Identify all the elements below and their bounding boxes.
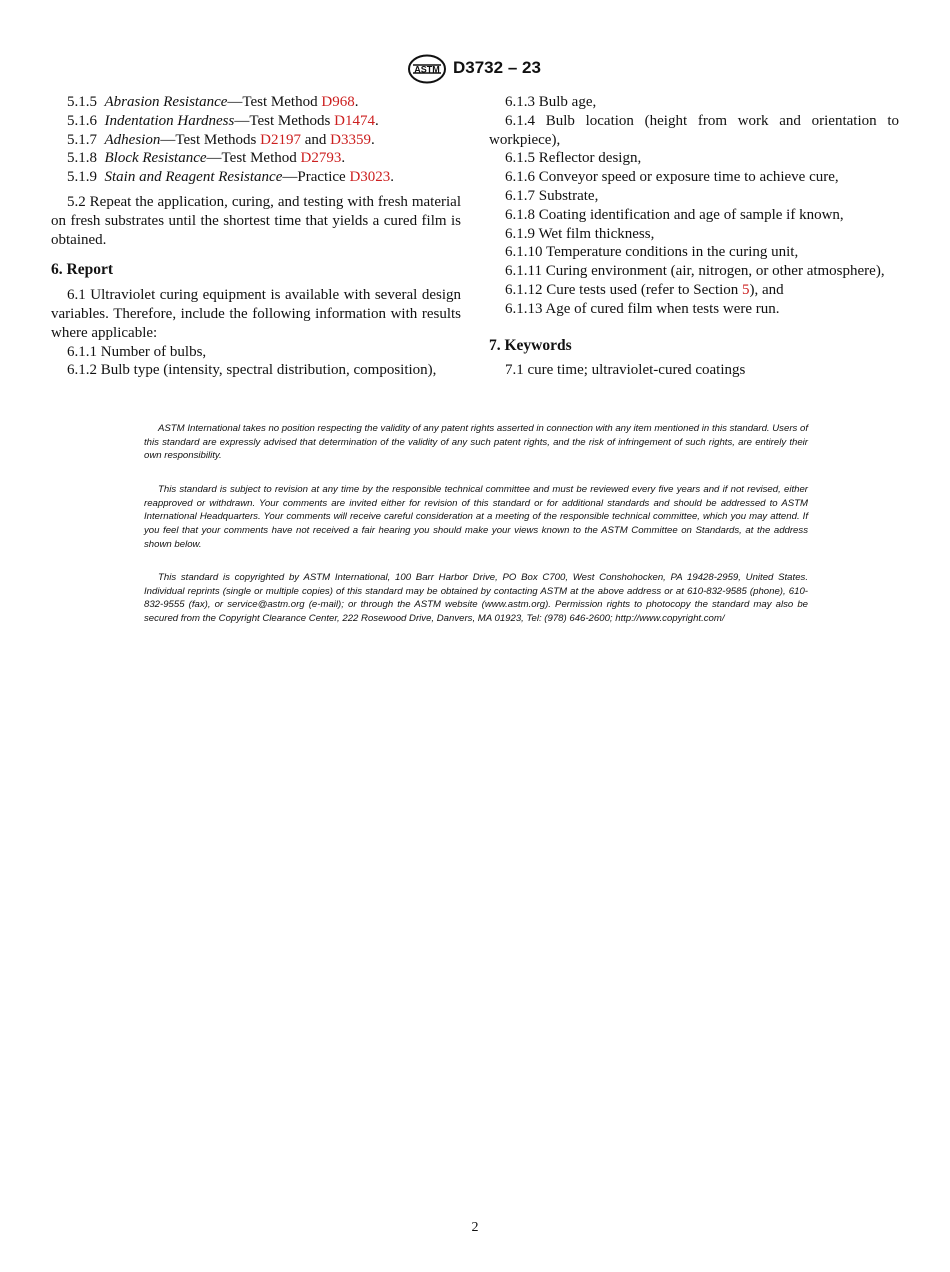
clause-text: . (354, 94, 359, 110)
clause-number: 5.1.7 (67, 131, 97, 148)
clause-item (51, 131, 461, 150)
svg-text:ASTM: ASTM (414, 64, 440, 75)
clause-text: . (370, 131, 375, 148)
clause-item: 6.1.4 Bulb location (height from work and orientation to workpiece), (489, 112, 899, 148)
clause-6-1-13: 6.1.13 Age of cured film when tests were run. (505, 300, 780, 317)
page-header (0, 54, 950, 84)
clause-6-1-list (489, 93, 899, 281)
clause-6-1-12-text: 6.1.12 Cure tests used (refer to Section (505, 281, 743, 298)
clause-5-2: 5.2 Repeat the application, curing, and testing with fresh material on fresh substrates until the shortest time that yields a cured film is obtained. (51, 193, 461, 248)
standard-link[interactable]: D3359 (330, 131, 371, 148)
standard-link[interactable]: D1474 (334, 112, 375, 129)
clause-text: —Practice (282, 169, 350, 186)
clause-title: Stain and Reagent Resistance (104, 169, 283, 186)
standard-link[interactable]: D2793 (300, 150, 342, 167)
patent-notice: ASTM International takes no position respecting the validity of any patent rights asserted in connection with any item mentioned in this standard. Users of this standard are expressly advised that determination of the validity of any such patent rights, and the risk of infringement of such rights, are entirely their own responsibility. (144, 423, 808, 462)
document-designation: D3732 – 23 (453, 58, 541, 77)
clause-item (51, 93, 461, 112)
clause-number: 5.1.6 (67, 112, 97, 129)
standard-link[interactable]: D2197 (260, 131, 301, 148)
clause-text: . (341, 150, 346, 167)
clause-item: 6.1.5 Reflector design, (505, 150, 642, 167)
clause-7-1: 7.1 cure time; ultraviolet-cured coatings (505, 362, 746, 379)
clause-text: —Test Methods (234, 112, 335, 129)
clause-number: 5.1.9 (67, 169, 97, 186)
clause-6-1-2: 6.1.2 Bulb type (intensity, spectral distribution, composition), (67, 362, 437, 379)
section-5-link[interactable]: 5 (742, 281, 750, 298)
clause-number: 5.1.8 (67, 150, 97, 167)
clause-text: . (374, 112, 379, 129)
section-7-heading: 7. Keywords (489, 336, 572, 354)
left-column (51, 93, 461, 380)
section-6-heading: 6. Report (51, 261, 113, 279)
clause-text: . (390, 169, 395, 186)
clause-item: 6.1.10 Temperature conditions in the curing unit, (505, 244, 799, 261)
clause-item: 6.1.8 Coating identification and age of sample if known, (505, 206, 844, 223)
clause-number: 5.1.5 (67, 94, 97, 110)
clause-title: Indentation Hardness (104, 112, 235, 129)
revision-notice: This standard is subject to revision at any time by the responsible technical committee and must be reviewed every five years and if not revised, either reapproved or withdrawn. Your comments are invited either for revision of this standard or for additional standards and should be addressed to ASTM International Headquarters. Your comments will receive careful consideration at a meeting of the responsible technical committee, which you may attend. If you feel that your comments have not received a fair hearing you should make your views known to the ASTM Committee on Standards, at the address shown below. (144, 484, 808, 550)
clause-title: Adhesion (104, 131, 161, 148)
standard-link[interactable]: D968 (321, 94, 355, 110)
clause-item: 6.1.7 Substrate, (505, 187, 599, 204)
clause-6-1-1: 6.1.1 Number of bulbs, (67, 343, 207, 360)
clause-item (51, 168, 461, 187)
clause-5-1-list (51, 93, 461, 187)
clause-text: —Test Method (227, 94, 322, 110)
clause-item: 6.1.9 Wet film thickness, (505, 225, 655, 242)
right-column (489, 93, 899, 380)
clause-6-1: 6.1 Ultraviolet curing equipment is available with several design variables. Therefore, include the following information with results where applicable: (51, 287, 461, 341)
clause-text: and (300, 131, 331, 148)
copyright-notice: This standard is copyrighted by ASTM International, 100 Barr Harbor Drive, PO Box C700, West Conshohocken, PA 19428-2959, United States. Individual reprints (single or multiple copies) of this standard may be obtained by contacting ASTM at the above address or at 610-832-9585 (phone), 610-832-9555 (fax), or service@astm.org (e-mail); or through the ASTM website (www.astm.org). Permission rights to photocopy the standard may also be secured from the Copyright Clearance Center, 222 Rosewood Drive, Danvers, MA 01923, Tel: (978) 646-2600; http://www.copyright.com/ (144, 572, 808, 625)
clause-title: Abrasion Resistance (104, 94, 228, 110)
clause-text: —Test Method (206, 150, 301, 167)
clause-title: Block Resistance (104, 150, 207, 167)
clause-6-1-12-tail: ), and (749, 281, 784, 298)
clause-item: 6.1.11 Curing environment (air, nitrogen, or other atmosphere), (505, 263, 885, 280)
clause-6-1-12 (489, 281, 899, 300)
clause-item (51, 112, 461, 131)
astm-logo-icon (407, 54, 447, 84)
clause-item (51, 149, 461, 168)
clause-item: 6.1.6 Conveyor speed or exposure time to achieve cure, (505, 169, 839, 186)
standard-link[interactable]: D3023 (349, 169, 391, 186)
page-number: 2 (471, 1220, 479, 1235)
clause-item: 6.1.3 Bulb age, (505, 94, 597, 110)
clause-text: —Test Methods (160, 131, 261, 148)
